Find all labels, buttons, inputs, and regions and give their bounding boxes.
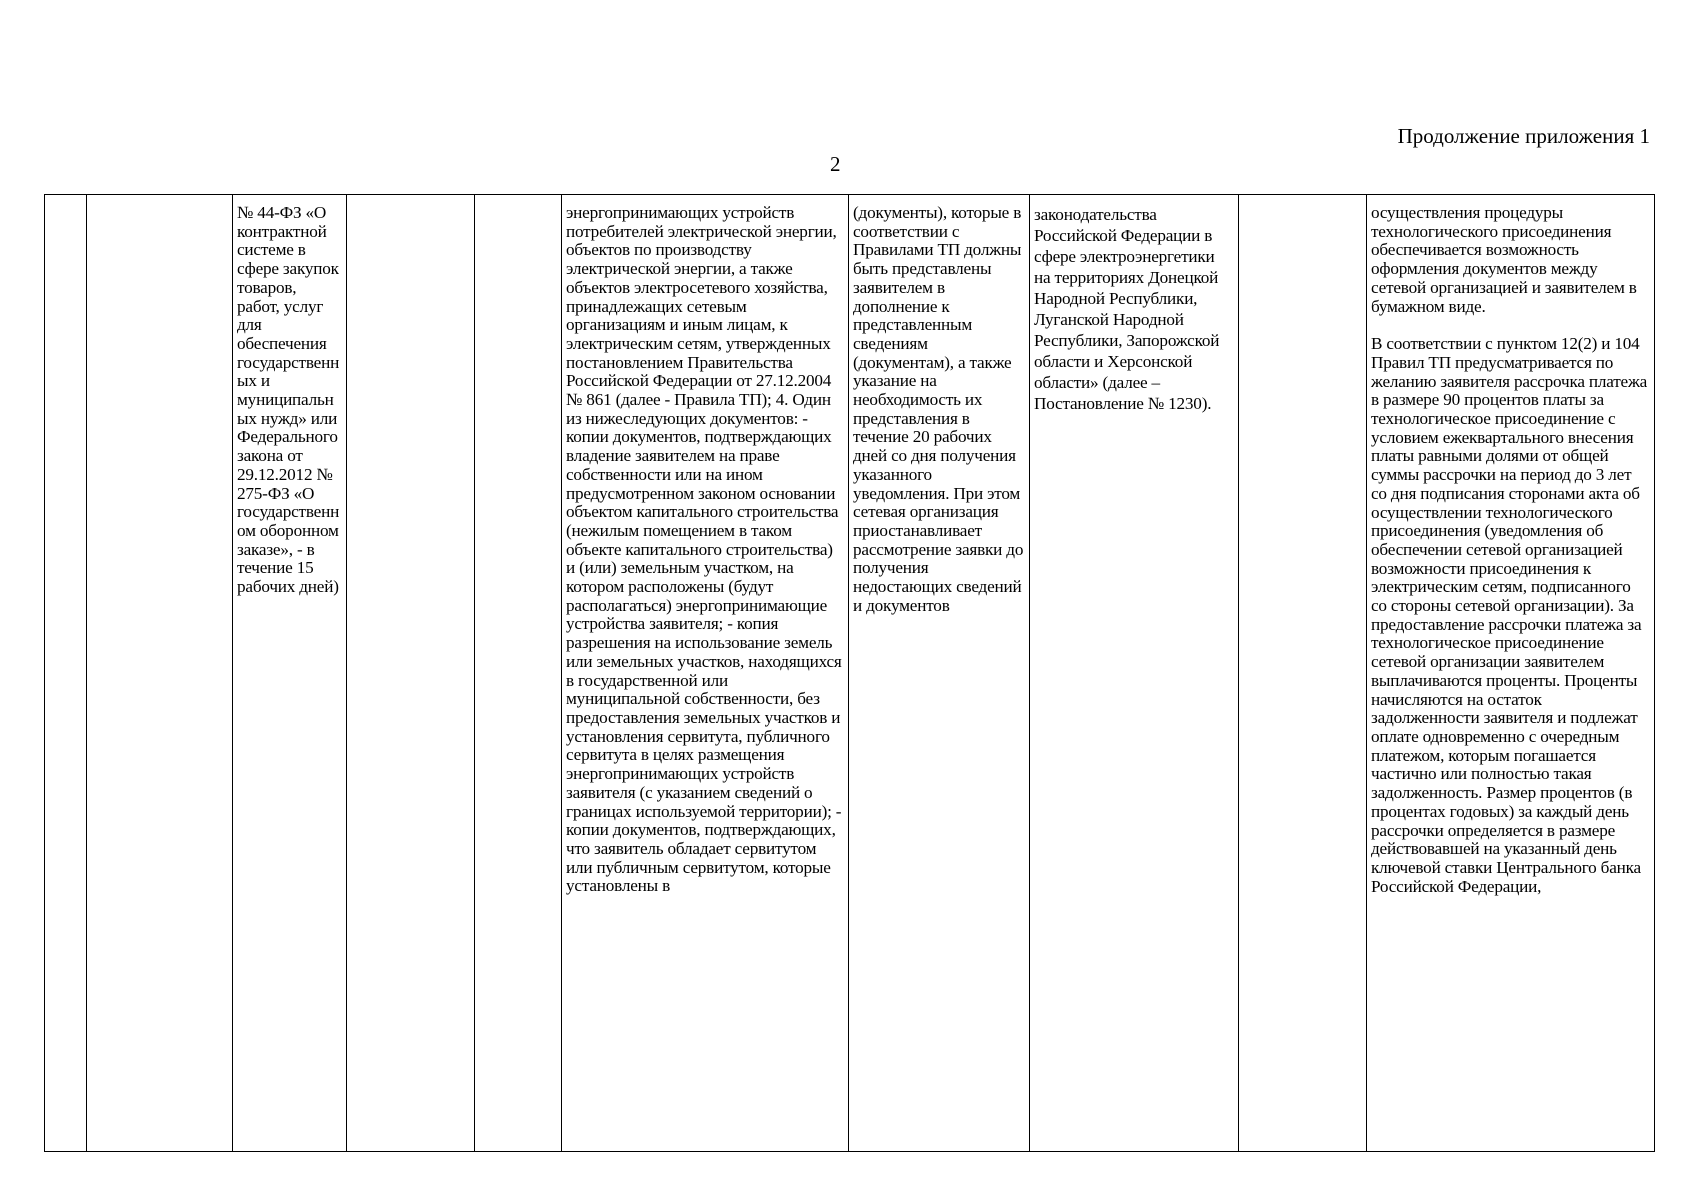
procedure-paragraph: осуществления процедуры технологического присоединения обеспечивается возможность оформления документов между сетевой организацией и заявителем в бумажном виде. (1371, 203, 1637, 316)
law-reference-text: № 44-ФЗ «О контрактной системе в сфере закупок товаров, работ, услуг для обеспечения государственных и муниципальных нужд» или Федерального закона от 29.12.2012 № 275-ФЗ «О государственном оборонном заказе», - в течение 15 рабочих дней) (237, 203, 340, 597)
table-cell-1 (45, 195, 87, 1152)
notification-text: (документы), которые в соответствии с Правилами ТП должны быть представлены заявителем в дополнение к представленным сведениям (документам), а также указание на необходимость их представления в течение 20 рабочих дней со дня получения указанного уведомления. При этом сетевая организация приостанавливает рассмотрение заявки до получения недостающих сведений и документов (853, 203, 1024, 615)
required-documents-text: энергопринимающих устройств потребителей электрической энергии, объектов по производству электрической энергии, а также объектов электросетевого хозяйства, принадлежащих сетевым организациям и иным лицам, к электрическим сетям, утвержденных постановлением Правительства Российской Федерации от 27.12.2004 № 861 (далее - Правила ТП); 4. Один из нижеследующих документов: - копии документов, подтверждающих владение заявителем на праве собственности или на ином предусмотренном законом основании объектом капитального строительства (нежилым помещением в таком объекте капитального строительства) и (или) земельным участком, на котором расположены (будут располагаться) энергопринимающие устройства заявителя; - копия разрешения на использование земель или земельных участков, находящихся в государственной или муниципальной собственности, без предоставления земельных участков и установления сервитута, публичного сервитута в целях размещения энергопринимающих устройств заявителя (с указанием сведений о границах используемой территории); - копии документов, подтверждающих, что заявитель обладает сервитутом или публичным сервитутом, которые установлены в (566, 203, 842, 896)
table-cell-5 (475, 195, 562, 1152)
legislation-text: законодательства Российской Федерации в сфере электроэнергетики на территориях Донецкой Народной Республики, Луганской Народной Республики, Запорожской области и Херсонской области» (далее – Постановление № 1230). (1034, 205, 1220, 413)
table-row (45, 195, 1655, 1152)
table-cell-3 (233, 195, 347, 1152)
table-cell-8 (1030, 195, 1239, 1152)
table-cell-9 (1239, 195, 1367, 1152)
document-table (44, 194, 1655, 1152)
table-cell-2 (87, 195, 233, 1152)
page-number: 2 (830, 152, 841, 176)
appendix-continuation-title: Продолжение приложения 1 (1397, 124, 1650, 148)
table-cell-6 (562, 195, 849, 1152)
table-cell-4 (347, 195, 475, 1152)
table-cell-7 (849, 195, 1030, 1152)
table-cell-10 (1367, 195, 1655, 1152)
installment-paragraph: В соответствии с пунктом 12(2) и 104 Правил ТП предусматривается по желанию заявителя рассрочка платежа в размере 90 процентов платы за технологическое присоединение с условием ежеквартального внесения платы равными долями от общей суммы рассрочки на период до 3 лет со дня подписания сторонами акта об осуществлении технологического присоединения (уведомления об обеспечении сетевой организацией возможности присоединения к электрическим сетям, подписанного со стороны сетевой организации). За предоставление рассрочки платежа за технологическое присоединение сетевой организации заявителем выплачиваются проценты. Проценты начисляются на остаток задолженности заявителя и подлежат оплате одновременно с очередным платежом, которым погашается частично или полностью такая задолженность. Размер процентов (в процентах годовых) за каждый день рассрочки определяется в размере действовавшей на указанный день ключевой ставки Центрального банка Российской Федерации, (1371, 334, 1648, 896)
